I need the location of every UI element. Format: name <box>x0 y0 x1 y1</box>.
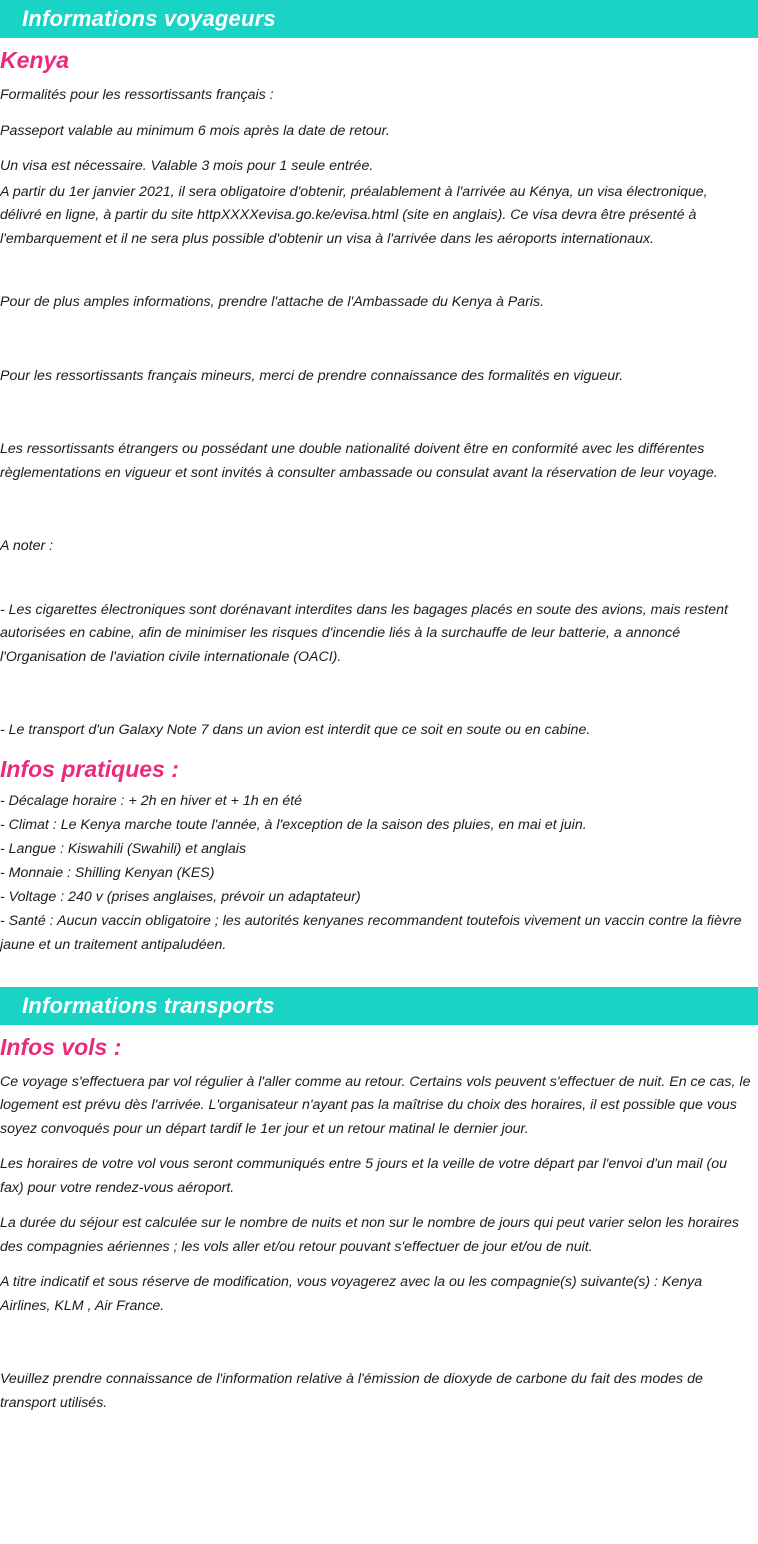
ecigarette-note: - Les cigarettes électroniques sont dorénavant interdites dans les bagages placés en soute des avions, mais restent autorisées en cabine, afin de minimiser les risques d'incendie liés à la surchauffe de leur batterie, a annoncé l'Organisation de l'aviation civile internationale (OACI). <box>0 601 728 665</box>
formalities-intro: Formalités pour les ressortissants français : <box>0 87 274 103</box>
evisa-details: A partir du 1er janvier 2021, il sera obligatoire d'obtenir, préalablement à l'arrivée au Kénya, un visa électronique, délivré en ligne, à partir du site httpXXXXevisa.go.ke/evisa.html (site en anglais). Ce visa devra être présenté à l'embarquement et il ne sera plus possible d'obtenir un visa à l'arrivée dans les aéroports internationaux. <box>0 183 708 247</box>
co2-notice: Veuillez prendre connaissance de l'information relative à l'émission de dioxyde de carbone du fait des modes de transport utilisés. <box>0 1371 703 1411</box>
visa-requirement: Un visa est nécessaire. Valable 3 mois pour 1 seule entrée. <box>0 158 374 174</box>
flight-info-title: Infos vols : <box>0 1033 122 1060</box>
practical-item-currency: - Monnaie : Shilling Kenyan (KES) <box>0 864 215 881</box>
embassy-info: Pour de plus amples informations, prendre l'attache de l'Ambassade du Kenya à Paris. <box>0 294 545 310</box>
practical-info-title: Infos pratiques : <box>0 755 179 782</box>
practical-item-health: - Santé : Aucun vaccin obligatoire ; les autorités kenyanes recommandent toutefois vivement un vaccin contre la fièvre jaune et un traitement antipaludéen. <box>0 912 742 953</box>
section-body-travellers <box>0 46 758 957</box>
flight-times-notice: Les horaires de votre vol vous seront communiqués entre 5 jours et la veille de votre départ par l'envoi d'un mail (ou fax) pour votre rendez-vous aéroport. <box>0 1156 727 1196</box>
stay-duration-notice: La durée du séjour est calculée sur le nombre de nuits et non sur le nombre de jours qui peut varier selon les horaires des compagnies aériennes ; les vols aller et/ou retour pouvant s'effectuer de jour et/ou de nuit. <box>0 1215 739 1255</box>
section-body-transports <box>0 1033 758 1416</box>
practical-info-list <box>0 789 752 957</box>
section-banner-travellers: Informations voyageurs <box>0 0 758 38</box>
foreign-nationals-info: Les ressortissants étrangers ou possédant une double nationalité doivent être en conformité avec les différentes règlementations en vigueur et sont invités à consulter ambassade ou consulat avant la réservation de leur voyage. <box>0 441 718 481</box>
practical-item-voltage: - Voltage : 240 v (prises anglaises, prévoir un adaptateur) <box>0 888 361 905</box>
galaxy-note-ban: - Le transport d'un Galaxy Note 7 dans un avion est interdit que ce soit en soute ou en cabine. <box>0 722 591 738</box>
practical-item-language: - Langue : Kiswahili (Swahili) et anglais <box>0 840 247 857</box>
practical-item-climate: - Climat : Le Kenya marche toute l'année, à l'exception de la saison des pluies, en mai et juin. <box>0 816 587 833</box>
airlines-notice: A titre indicatif et sous réserve de modification, vous voyagerez avec la ou les compagnie(s) suivante(s) : Kenya Airlines, KLM , Air France. <box>0 1274 703 1314</box>
practical-item-timezone: - Décalage horaire : + 2h en hiver et + 1h en été <box>0 792 303 809</box>
passport-requirement: Passeport valable au minimum 6 mois après la date de retour. <box>0 122 390 139</box>
flight-schedule-info: Ce voyage s'effectuera par vol régulier à l'aller comme au retour. Certains vols peuvent s'effectuer de nuit. En ce cas, le logement est prévu dès l'arrivée. L'organisateur n'ayant pas la maîtrise du choix des horaires, il est possible que vous soyez convoqués pour un départ tardif le 1er jour et un retour matinal le dernier jour. <box>0 1073 751 1137</box>
destination-title: Kenya <box>0 47 70 73</box>
minors-info: Pour les ressortissants français mineurs, merci de prendre connaissance des formalités en vigueur. <box>0 367 624 384</box>
section-banner-transports: Informations transports <box>0 987 758 1025</box>
note-label: A noter : <box>0 538 54 554</box>
section-divider-space <box>0 957 758 987</box>
